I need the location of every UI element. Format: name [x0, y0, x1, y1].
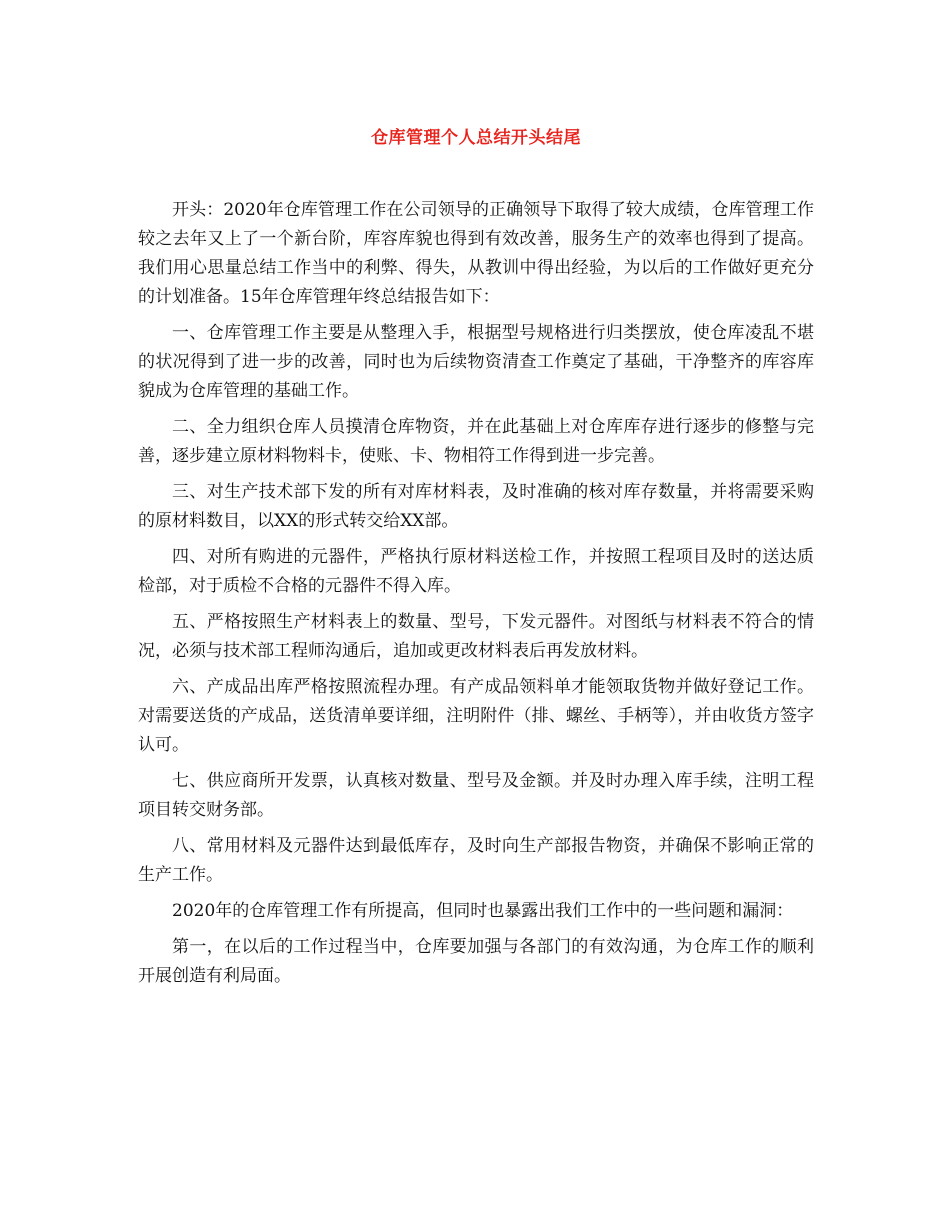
document-title: 仓库管理个人总结开头结尾 — [371, 128, 581, 148]
document-page — [138, 0, 814, 998]
paragraph-item-8: 八、常用材料及元器件达到最低库存，及时向生产部报告物资，并确保不影响正常的生产工作。 — [138, 836, 814, 885]
paragraph-item-1: 一、仓库管理工作主要是从整理入手，根据型号规格进行归类摆放，使仓库凌乱不堪的状况得到了进一步的改善，同时也为后续物资清查工作奠定了基础，干净整齐的库容库貌成为仓库管理的基础工作。 — [138, 323, 814, 401]
paragraph-intro: 开头：2020年仓库管理工作在公司领导的正确领导下取得了较大成绩，仓库管理工作较之去年又上了一个新台阶，库容库貌也得到有效改善，服务生产的效率也得到了提高。我们用心思量总结工作当中的利弊、得失，从教训中得出经验，为以后的工作做好更充分的计划准备。15年仓库管理年终总结报告如下： — [138, 200, 814, 307]
paragraph-item-4: 四、对所有购进的元器件，严格执行原材料送检工作，并按照工程项目及时的送达质检部，对于质检不合格的元器件不得入库。 — [138, 547, 814, 596]
paragraph-item-6: 六、产成品出库严格按照流程办理。有产成品领料单才能领取货物并做好登记工作。对需要送货的产成品，送货清单要详细，注明附件（排、螺丝、手柄等），并由收货方签字认可。 — [138, 677, 814, 755]
document-body — [138, 196, 814, 991]
paragraph-problems-intro: 2020年的仓库管理工作有所提高，但同时也暴露出我们工作中的一些问题和漏洞： — [172, 901, 794, 921]
paragraph-first-point: 第一，在以后的工作过程当中，仓库要加强与各部门的有效沟通，为仓库工作的顺利开展创造有利局面。 — [138, 937, 814, 986]
paragraph-item-7: 七、供应商所开发票，认真核对数量、型号及金额。并及时办理入库手续，注明工程项目转交财务部。 — [138, 771, 814, 820]
paragraph-item-5: 五、严格按照生产材料表上的数量、型号，下发元器件。对图纸与材料表不符合的情况，必须与技术部工程师沟通后，追加或更改材料表后再发放材料。 — [138, 612, 814, 661]
paragraph-item-3: 三、对生产技术部下发的所有对库材料表，及时准确的核对库存数量，并将需要采购的原材料数目，以XX的形式转交给XX部。 — [138, 482, 814, 531]
paragraph-item-2: 二、全力组织仓库人员摸清仓库物资，并在此基础上对仓库库存进行逐步的修整与完善，逐步建立原材料物料卡，使账、卡、物相符工作得到进一步完善。 — [138, 417, 814, 466]
